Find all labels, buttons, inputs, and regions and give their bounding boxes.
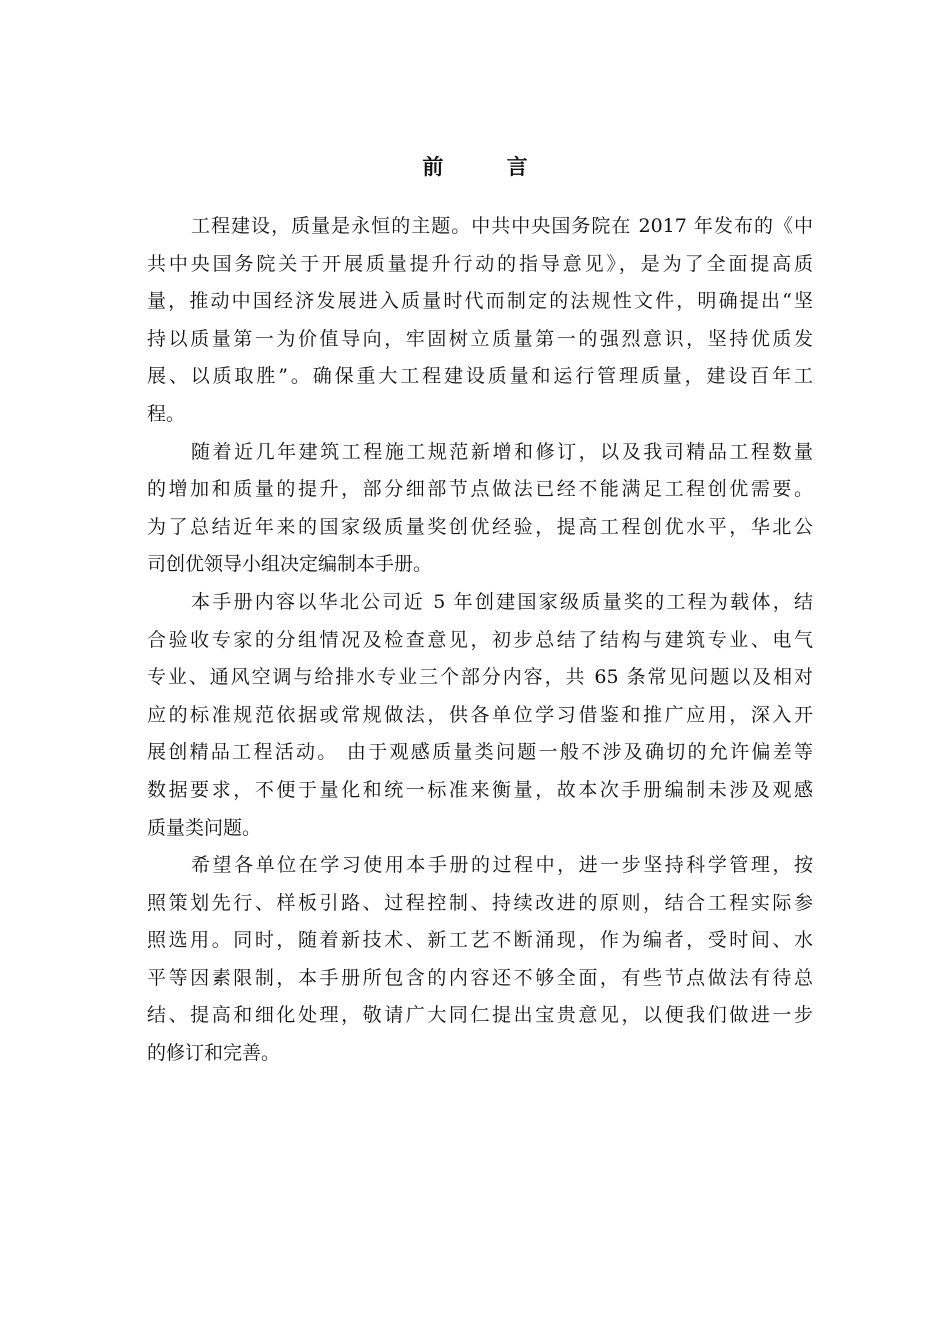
paragraph-line: 司创优领导小组决定编制本手册。: [147, 553, 433, 576]
document-body: [147, 208, 813, 1073]
paragraph-line: 平等因素限制，本手册所包含的内容还不够全面，有些节点做法有待总: [147, 966, 813, 989]
paragraph-line: 展、以质取胜”。确保重大工程建设质量和运行管理质量，建设百年工: [147, 365, 813, 388]
paragraph-line: 为了总结近年来的国家级质量奖创优经验，提高工程创优水平，华北公: [147, 515, 813, 538]
paragraph-line: 数据要求，不便于量化和统一标准来衡量，故本次手册编制未涉及观感: [147, 778, 813, 801]
paragraph-line: 希望各单位在学习使用本手册的过程中，进一步坚持科学管理，按: [191, 854, 813, 877]
paragraph-line: 本手册内容以华北公司近 5 年创建国家级质量奖的工程为载体，结: [191, 590, 813, 613]
paragraph-line: 照策划先行、样板引路、过程控制、持续改进的原则，结合工程实际参: [147, 891, 813, 914]
paragraph-line: 照选用。同时，随着新技术、新工艺不断涌现，作为编者，受时间、水: [147, 929, 813, 952]
paragraph-line: 的修订和完善。: [147, 1042, 281, 1065]
paragraph-line: 量，推动中国经济发展进入质量时代而制定的法规性文件，明确提出“坚: [147, 290, 813, 313]
paragraph-line: 专业、通风空调与给排水专业三个部分内容，共 65 条常见问题以及相对: [147, 666, 813, 689]
paragraph-line: 工程建设，质量是永恒的主题。中共中央国务院在 2017 年发布的《中: [191, 215, 813, 237]
paragraph-line: 持以质量第一为价值导向，牢固树立质量第一的强烈意识，坚持优质发: [147, 327, 813, 350]
paragraph: [147, 847, 813, 1073]
page-title: 前 言: [422, 155, 556, 179]
paragraph-line: 随着近几年建筑工程施工规范新增和修订，以及我司精品工程数量: [191, 440, 813, 463]
paragraph: [147, 208, 813, 434]
paragraph-line: 程。: [147, 402, 186, 425]
paragraph-line: 共中央国务院关于开展质量提升行动的指导意见》，是为了全面提高质: [147, 252, 813, 275]
paragraph: [147, 434, 813, 584]
paragraph-line: 的增加和质量的提升，部分细部节点做法已经不能满足工程创优需要。: [147, 478, 813, 501]
paragraph-line: 展创精品工程活动。 由于观感质量类问题一般不涉及确切的允许偏差等: [147, 741, 813, 764]
paragraph: [147, 584, 813, 847]
paragraph-line: 结、提高和细化处理，敬请广大同仁提出宝贵意见，以便我们做进一步: [147, 1004, 813, 1027]
paragraph-line: 质量类问题。: [147, 816, 262, 839]
paragraph-line: 合验收专家的分组情况及检查意见，初步总结了结构与建筑专业、电气: [147, 628, 813, 651]
paragraph-line: 应的标准规范依据或常规做法，供各单位学习借鉴和推广应用，深入开: [147, 703, 813, 726]
